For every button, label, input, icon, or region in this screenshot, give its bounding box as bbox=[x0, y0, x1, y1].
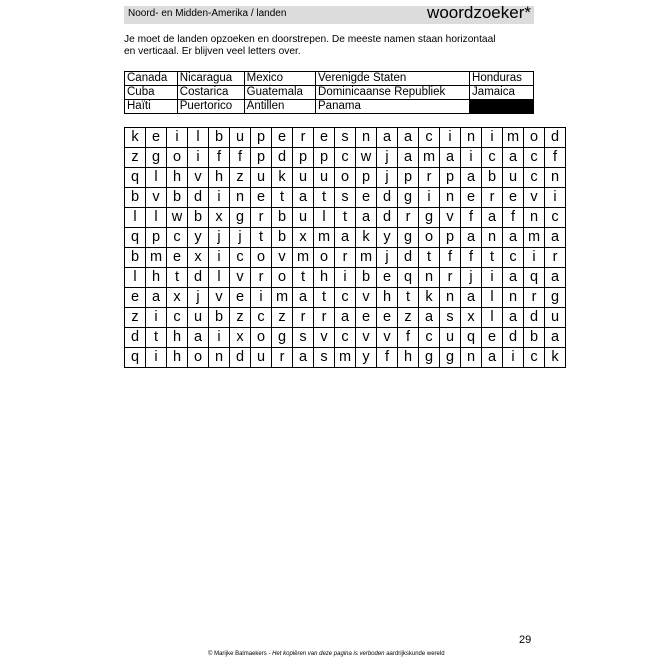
grid-letter: j bbox=[188, 288, 209, 308]
grid-letter: x bbox=[188, 248, 209, 268]
grid-row bbox=[125, 268, 566, 288]
grid-letter: b bbox=[272, 228, 293, 248]
grid-letter: m bbox=[335, 348, 356, 368]
grid-letter: d bbox=[272, 148, 293, 168]
grid-letter: h bbox=[167, 328, 188, 348]
word-cell: Guatemala bbox=[244, 86, 315, 100]
grid-letter: e bbox=[251, 188, 272, 208]
grid-letter: j bbox=[377, 168, 398, 188]
grid-letter: b bbox=[482, 168, 503, 188]
page-footer bbox=[208, 651, 445, 657]
grid-letter: e bbox=[125, 288, 146, 308]
word-cell: Dominicaanse Republiek bbox=[316, 86, 470, 100]
grid-letter: s bbox=[335, 188, 356, 208]
footer-copyright: © Marijke Balmaekers bbox=[208, 651, 269, 657]
grid-letter: l bbox=[482, 308, 503, 328]
word-cell: Panama bbox=[316, 100, 470, 114]
grid-letter: q bbox=[461, 328, 482, 348]
grid-letter: m bbox=[524, 228, 545, 248]
grid-letter: z bbox=[125, 308, 146, 328]
grid-letter: e bbox=[377, 268, 398, 288]
grid-letter: k bbox=[272, 168, 293, 188]
grid-letter: p bbox=[398, 168, 419, 188]
grid-letter: a bbox=[419, 308, 440, 328]
grid-letter: b bbox=[188, 208, 209, 228]
grid-letter: u bbox=[314, 168, 335, 188]
grid-letter: q bbox=[125, 348, 146, 368]
grid-letter: d bbox=[545, 128, 566, 148]
grid-letter: v bbox=[314, 328, 335, 348]
grid-letter: d bbox=[125, 328, 146, 348]
grid-letter: j bbox=[230, 228, 251, 248]
grid-letter: p bbox=[440, 228, 461, 248]
grid-letter: x bbox=[209, 208, 230, 228]
grid-letter: b bbox=[524, 328, 545, 348]
grid-letter: c bbox=[335, 288, 356, 308]
grid-letter: r bbox=[251, 208, 272, 228]
grid-letter: e bbox=[230, 288, 251, 308]
grid-letter: r bbox=[524, 288, 545, 308]
grid-letter: k bbox=[419, 288, 440, 308]
grid-letter: b bbox=[356, 268, 377, 288]
grid-letter: m bbox=[293, 248, 314, 268]
grid-letter: n bbox=[440, 288, 461, 308]
grid-letter: d bbox=[230, 348, 251, 368]
grid-letter: w bbox=[356, 148, 377, 168]
grid-letter: g bbox=[398, 188, 419, 208]
grid-letter: v bbox=[272, 248, 293, 268]
grid-letter: p bbox=[251, 128, 272, 148]
grid-letter: b bbox=[125, 188, 146, 208]
grid-letter: t bbox=[419, 248, 440, 268]
grid-letter: d bbox=[188, 188, 209, 208]
grid-letter: c bbox=[167, 308, 188, 328]
grid-letter: p bbox=[440, 168, 461, 188]
grid-letter: u bbox=[293, 208, 314, 228]
grid-letter: e bbox=[482, 328, 503, 348]
instruction-line: en verticaal. Er blijven veel letters over. bbox=[124, 46, 301, 57]
instruction-line: Je moet de landen opzoeken en doorstrepen. De meeste namen staan horizontaal bbox=[124, 34, 496, 45]
grid-letter: a bbox=[545, 328, 566, 348]
grid-letter: i bbox=[482, 128, 503, 148]
grid-letter: c bbox=[482, 148, 503, 168]
grid-letter: a bbox=[398, 128, 419, 148]
grid-letter: a bbox=[335, 228, 356, 248]
grid-letter: a bbox=[146, 288, 167, 308]
grid-letter: t bbox=[398, 288, 419, 308]
grid-letter: q bbox=[125, 168, 146, 188]
grid-letter: j bbox=[377, 148, 398, 168]
grid-letter: e bbox=[146, 128, 167, 148]
grid-letter: j bbox=[209, 228, 230, 248]
grid-letter: a bbox=[440, 148, 461, 168]
grid-letter: w bbox=[167, 208, 188, 228]
grid-letter: i bbox=[209, 248, 230, 268]
grid-letter: r bbox=[398, 208, 419, 228]
grid-letter: k bbox=[356, 228, 377, 248]
footer-notice: - Het kopiëren van deze pagina is verboden bbox=[268, 651, 387, 657]
grid-letter: f bbox=[461, 248, 482, 268]
grid-letter: a bbox=[482, 208, 503, 228]
header-topic: Noord- en Midden-Amerika / landen bbox=[128, 8, 287, 19]
grid-letter: m bbox=[419, 148, 440, 168]
grid-letter: o bbox=[335, 168, 356, 188]
grid-letter: a bbox=[293, 288, 314, 308]
grid-letter: n bbox=[461, 128, 482, 148]
grid-letter: r bbox=[440, 268, 461, 288]
grid-letter: a bbox=[293, 188, 314, 208]
grid-letter: v bbox=[146, 188, 167, 208]
grid-letter: t bbox=[314, 188, 335, 208]
grid-row bbox=[125, 228, 566, 248]
grid-letter: a bbox=[503, 308, 524, 328]
grid-letter: x bbox=[167, 288, 188, 308]
grid-letter: u bbox=[293, 168, 314, 188]
grid-letter: y bbox=[377, 228, 398, 248]
grid-letter: z bbox=[125, 148, 146, 168]
grid-letter: e bbox=[314, 128, 335, 148]
grid-letter: n bbox=[482, 228, 503, 248]
grid-letter: c bbox=[524, 348, 545, 368]
grid-letter: i bbox=[188, 148, 209, 168]
grid-letter: a bbox=[461, 288, 482, 308]
grid-letter: z bbox=[272, 308, 293, 328]
grid-letter: f bbox=[230, 148, 251, 168]
grid-letter: d bbox=[398, 248, 419, 268]
word-row bbox=[125, 86, 534, 100]
grid-letter: a bbox=[503, 268, 524, 288]
grid-letter: a bbox=[503, 148, 524, 168]
grid-letter: o bbox=[524, 128, 545, 148]
grid-letter: g bbox=[398, 228, 419, 248]
grid-letter: a bbox=[545, 268, 566, 288]
grid-letter: i bbox=[482, 268, 503, 288]
grid-letter: n bbox=[419, 268, 440, 288]
grid-letter: a bbox=[377, 128, 398, 148]
grid-letter: b bbox=[272, 208, 293, 228]
grid-letter: m bbox=[503, 128, 524, 148]
grid-letter: r bbox=[335, 248, 356, 268]
grid-letter: d bbox=[377, 208, 398, 228]
grid-letter: e bbox=[272, 128, 293, 148]
word-cell: Cuba bbox=[125, 86, 178, 100]
page-number: 29 bbox=[519, 634, 532, 646]
grid-letter: i bbox=[251, 288, 272, 308]
grid-letter: h bbox=[398, 348, 419, 368]
grid-letter: h bbox=[377, 288, 398, 308]
grid-letter: e bbox=[503, 188, 524, 208]
grid-letter: f bbox=[545, 148, 566, 168]
grid-letter: c bbox=[524, 148, 545, 168]
word-cell: Costarica bbox=[177, 86, 244, 100]
grid-letter: b bbox=[209, 308, 230, 328]
grid-letter: e bbox=[167, 248, 188, 268]
grid-letter: o bbox=[167, 148, 188, 168]
grid-letter: i bbox=[524, 248, 545, 268]
letter-grid bbox=[124, 127, 566, 368]
grid-letter: m bbox=[314, 228, 335, 248]
grid-letter: a bbox=[461, 168, 482, 188]
grid-row bbox=[125, 128, 566, 148]
grid-letter: o bbox=[251, 248, 272, 268]
grid-letter: f bbox=[209, 148, 230, 168]
grid-letter: e bbox=[377, 308, 398, 328]
grid-letter: a bbox=[398, 148, 419, 168]
grid-letter: c bbox=[419, 128, 440, 148]
grid-row bbox=[125, 248, 566, 268]
grid-letter: x bbox=[461, 308, 482, 328]
grid-row bbox=[125, 348, 566, 368]
word-cell: Honduras bbox=[470, 72, 534, 86]
grid-letter: c bbox=[335, 328, 356, 348]
grid-letter: c bbox=[524, 168, 545, 188]
grid-letter: v bbox=[230, 268, 251, 288]
grid-letter: v bbox=[209, 288, 230, 308]
grid-letter: i bbox=[335, 268, 356, 288]
grid-letter: g bbox=[440, 348, 461, 368]
grid-letter: f bbox=[461, 208, 482, 228]
grid-letter: z bbox=[230, 168, 251, 188]
grid-letter: f bbox=[377, 348, 398, 368]
word-row bbox=[125, 100, 534, 114]
grid-letter: y bbox=[356, 348, 377, 368]
grid-letter: b bbox=[125, 248, 146, 268]
grid-letter: l bbox=[188, 128, 209, 148]
grid-letter: r bbox=[272, 348, 293, 368]
grid-letter: n bbox=[524, 208, 545, 228]
grid-letter: i bbox=[146, 348, 167, 368]
grid-letter: i bbox=[545, 188, 566, 208]
grid-letter: n bbox=[356, 128, 377, 148]
grid-letter: r bbox=[293, 308, 314, 328]
grid-letter: l bbox=[209, 268, 230, 288]
grid-letter: v bbox=[188, 168, 209, 188]
grid-row bbox=[125, 308, 566, 328]
grid-letter: j bbox=[377, 248, 398, 268]
grid-letter: i bbox=[209, 328, 230, 348]
word-cell: Nicaragua bbox=[177, 72, 244, 86]
grid-letter: g bbox=[230, 208, 251, 228]
grid-letter: u bbox=[251, 168, 272, 188]
grid-letter: g bbox=[419, 208, 440, 228]
grid-letter: r bbox=[419, 168, 440, 188]
grid-letter: g bbox=[272, 328, 293, 348]
grid-letter: p bbox=[356, 168, 377, 188]
grid-letter: n bbox=[440, 188, 461, 208]
grid-letter: a bbox=[545, 228, 566, 248]
grid-letter: u bbox=[188, 308, 209, 328]
grid-letter: a bbox=[503, 228, 524, 248]
grid-letter: f bbox=[503, 208, 524, 228]
grid-letter: t bbox=[335, 208, 356, 228]
page-header bbox=[124, 3, 534, 24]
word-cell: Antillen bbox=[244, 100, 315, 114]
grid-letter: t bbox=[167, 268, 188, 288]
word-cell: Canada bbox=[125, 72, 178, 86]
grid-letter: c bbox=[503, 248, 524, 268]
grid-row bbox=[125, 148, 566, 168]
grid-letter: o bbox=[188, 348, 209, 368]
grid-letter: i bbox=[503, 348, 524, 368]
grid-letter: v bbox=[440, 208, 461, 228]
grid-letter: v bbox=[377, 328, 398, 348]
word-cell: Verenigde Staten bbox=[316, 72, 470, 86]
word-cell: Haïti bbox=[125, 100, 178, 114]
grid-letter: n bbox=[461, 348, 482, 368]
grid-letter: l bbox=[482, 288, 503, 308]
grid-letter: r bbox=[293, 128, 314, 148]
grid-letter: c bbox=[251, 308, 272, 328]
grid-letter: l bbox=[125, 208, 146, 228]
grid-row bbox=[125, 188, 566, 208]
grid-letter: p bbox=[251, 148, 272, 168]
grid-letter: u bbox=[545, 308, 566, 328]
header-title: woordzoeker* bbox=[427, 3, 531, 22]
grid-letter: o bbox=[272, 268, 293, 288]
grid-letter: l bbox=[146, 168, 167, 188]
grid-letter: x bbox=[293, 228, 314, 248]
word-cell: Jamaica bbox=[470, 86, 534, 100]
grid-letter: z bbox=[230, 308, 251, 328]
grid-letter: s bbox=[314, 348, 335, 368]
grid-letter: r bbox=[251, 268, 272, 288]
grid-letter: c bbox=[230, 248, 251, 268]
grid-letter: h bbox=[167, 348, 188, 368]
word-list-table bbox=[124, 71, 534, 114]
grid-letter: u bbox=[230, 128, 251, 148]
grid-letter: t bbox=[293, 268, 314, 288]
grid-letter: d bbox=[377, 188, 398, 208]
grid-letter: t bbox=[482, 248, 503, 268]
grid-letter: i bbox=[461, 148, 482, 168]
grid-letter: t bbox=[251, 228, 272, 248]
footer-subject: aardrijkskunde wereld bbox=[386, 651, 445, 657]
instructions bbox=[124, 34, 534, 58]
grid-letter: a bbox=[461, 228, 482, 248]
grid-letter: i bbox=[167, 128, 188, 148]
grid-letter: l bbox=[125, 268, 146, 288]
grid-letter: b bbox=[167, 188, 188, 208]
grid-letter: c bbox=[419, 328, 440, 348]
grid-letter: s bbox=[440, 308, 461, 328]
grid-letter: k bbox=[125, 128, 146, 148]
grid-letter: h bbox=[146, 268, 167, 288]
grid-letter: a bbox=[335, 308, 356, 328]
grid-row bbox=[125, 168, 566, 188]
grid-letter: c bbox=[335, 148, 356, 168]
grid-letter: i bbox=[440, 128, 461, 148]
grid-letter: u bbox=[251, 348, 272, 368]
grid-letter: l bbox=[314, 208, 335, 228]
grid-letter: e bbox=[461, 188, 482, 208]
word-cell: Mexico bbox=[244, 72, 315, 86]
grid-row bbox=[125, 288, 566, 308]
grid-letter: t bbox=[272, 188, 293, 208]
grid-letter: j bbox=[461, 268, 482, 288]
grid-letter: q bbox=[398, 268, 419, 288]
grid-letter: t bbox=[146, 328, 167, 348]
grid-letter: q bbox=[524, 268, 545, 288]
grid-letter: l bbox=[146, 208, 167, 228]
grid-letter: d bbox=[524, 308, 545, 328]
grid-letter: i bbox=[146, 308, 167, 328]
grid-letter: u bbox=[440, 328, 461, 348]
grid-letter: k bbox=[545, 348, 566, 368]
grid-letter: s bbox=[335, 128, 356, 148]
grid-letter: f bbox=[398, 328, 419, 348]
grid-letter: a bbox=[356, 208, 377, 228]
grid-letter: q bbox=[125, 228, 146, 248]
grid-letter: r bbox=[482, 188, 503, 208]
grid-letter: g bbox=[419, 348, 440, 368]
word-cell: Puertorico bbox=[177, 100, 244, 114]
grid-letter: s bbox=[293, 328, 314, 348]
grid-letter: z bbox=[398, 308, 419, 328]
grid-letter: o bbox=[314, 248, 335, 268]
grid-letter: g bbox=[146, 148, 167, 168]
grid-letter: n bbox=[209, 348, 230, 368]
grid-letter: v bbox=[356, 328, 377, 348]
grid-letter: a bbox=[482, 348, 503, 368]
blank-word-cell bbox=[470, 100, 534, 114]
grid-letter: v bbox=[356, 288, 377, 308]
grid-letter: c bbox=[545, 208, 566, 228]
grid-letter: y bbox=[188, 228, 209, 248]
grid-letter: p bbox=[314, 148, 335, 168]
grid-letter: t bbox=[314, 288, 335, 308]
grid-letter: d bbox=[188, 268, 209, 288]
grid-letter: h bbox=[314, 268, 335, 288]
grid-letter: f bbox=[440, 248, 461, 268]
word-row bbox=[125, 72, 534, 86]
grid-letter: p bbox=[146, 228, 167, 248]
grid-letter: m bbox=[356, 248, 377, 268]
grid-letter: p bbox=[293, 148, 314, 168]
grid-letter: r bbox=[314, 308, 335, 328]
grid-row bbox=[125, 328, 566, 348]
grid-letter: u bbox=[503, 168, 524, 188]
grid-letter: e bbox=[356, 308, 377, 328]
grid-letter: i bbox=[419, 188, 440, 208]
grid-letter: h bbox=[167, 168, 188, 188]
grid-letter: a bbox=[293, 348, 314, 368]
grid-letter: h bbox=[209, 168, 230, 188]
grid-letter: n bbox=[503, 288, 524, 308]
grid-letter: x bbox=[230, 328, 251, 348]
grid-letter: e bbox=[356, 188, 377, 208]
grid-letter: i bbox=[209, 188, 230, 208]
grid-letter: b bbox=[209, 128, 230, 148]
grid-letter: a bbox=[188, 328, 209, 348]
grid-letter: o bbox=[251, 328, 272, 348]
grid-letter: n bbox=[545, 168, 566, 188]
grid-letter: g bbox=[545, 288, 566, 308]
grid-letter: m bbox=[146, 248, 167, 268]
grid-row bbox=[125, 208, 566, 228]
grid-letter: o bbox=[419, 228, 440, 248]
grid-letter: v bbox=[524, 188, 545, 208]
grid-letter: m bbox=[272, 288, 293, 308]
grid-letter: c bbox=[167, 228, 188, 248]
grid-letter: r bbox=[545, 248, 566, 268]
grid-letter: d bbox=[503, 328, 524, 348]
grid-letter: n bbox=[230, 188, 251, 208]
